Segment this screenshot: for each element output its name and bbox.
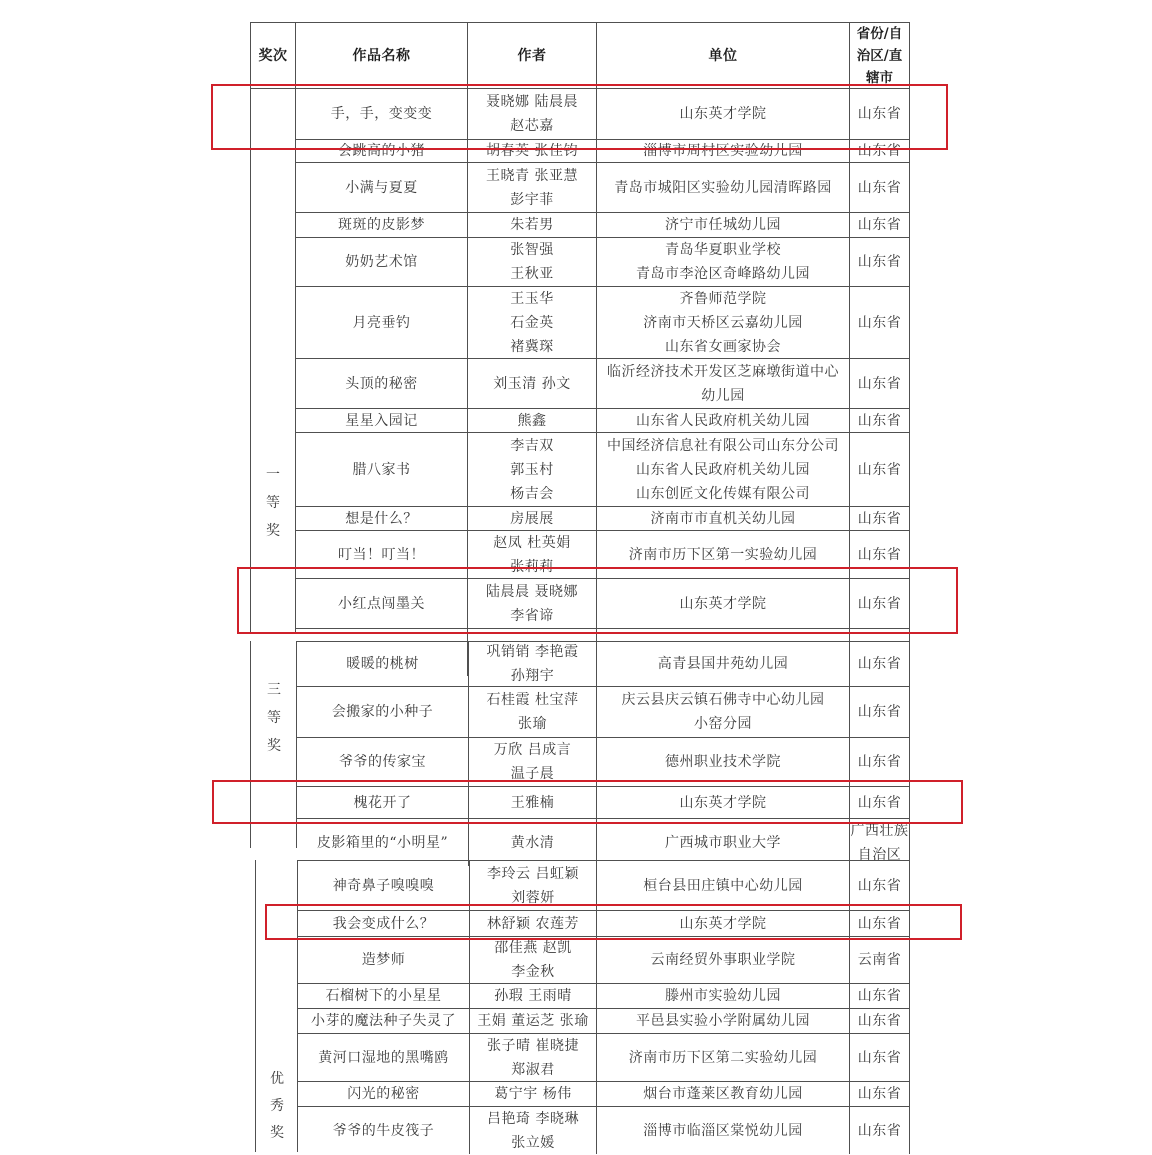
province-cell [850, 860, 910, 910]
organization-cell [597, 237, 850, 286]
organization-name: 山东创匠文化传媒有限公司 [636, 485, 810, 502]
organization-name: 平邑县实验小学附属幼儿园 [636, 1013, 810, 1029]
organization-name: 山东英才学院 [679, 794, 767, 811]
organization-cell [597, 358, 850, 408]
province-cell [850, 1106, 910, 1154]
authors-cell [468, 162, 597, 212]
table-row [250, 686, 910, 737]
organization-cell [597, 432, 850, 506]
header-award-cell [250, 22, 296, 88]
province-name: 山东省 [857, 915, 902, 932]
author-name: 林舒颖 农莲芳 [487, 915, 579, 932]
author-name: 郑淑君 [511, 1061, 555, 1078]
province-name: 山东省 [857, 754, 902, 770]
organization-name: 济南市历下区第二实验幼儿园 [628, 1049, 818, 1066]
authors-cell [468, 408, 597, 432]
author-name: 赵芯嘉 [510, 118, 554, 134]
author-name: 孙瑕 王雨晴 [494, 988, 572, 1004]
organization-name: 淄博市临淄区棠悦幼儿园 [643, 1122, 803, 1139]
authors-cell [470, 983, 597, 1008]
header-organization-cell [597, 22, 850, 88]
authors-cell [468, 432, 597, 506]
province-cell [850, 1008, 910, 1033]
organization-cell [597, 162, 850, 212]
author-name: 李吉双 [510, 437, 554, 454]
work-title: 叮当！叮当！ [338, 546, 425, 563]
organization-name: 山东英才学院 [679, 595, 767, 612]
work-title: 槐花开了 [353, 794, 412, 811]
award-label: 优秀奖 [270, 1071, 284, 1141]
province-cell [850, 237, 910, 286]
organization-cell [597, 1106, 850, 1154]
column-heading: 单位 [708, 47, 738, 64]
province-cell [850, 286, 910, 358]
author-name: 石金英 [510, 314, 554, 331]
column-heading: 作品名称 [352, 47, 411, 64]
author-name: 王晓青 张亚慧 [486, 167, 578, 184]
work-title-cell [297, 737, 469, 786]
province-name: 山东省 [857, 106, 902, 122]
award-label: 三等奖 [267, 682, 281, 754]
column-heading: 奖次 [258, 47, 288, 64]
authors-cell [469, 641, 597, 686]
province-name: 山东省 [857, 988, 902, 1004]
organization-cell [597, 983, 850, 1008]
organization-name: 滕州市实验幼儿园 [665, 988, 781, 1004]
organization-cell [597, 506, 850, 530]
author-name: 李金秋 [511, 964, 555, 980]
authors-cell [468, 506, 597, 530]
province-cell [850, 818, 910, 866]
author-name: 张立媛 [511, 1134, 555, 1151]
column-heading: 作者 [517, 47, 547, 64]
author-name: 郭玉村 [510, 461, 554, 478]
work-title: 我会变成什么？ [332, 915, 435, 932]
authors-cell [468, 286, 597, 358]
table-row [250, 432, 910, 506]
table-row [250, 286, 910, 358]
province-name: 山东省 [857, 461, 902, 478]
author-name: 朱若男 [510, 217, 554, 233]
column-heading: 辖市 [866, 69, 893, 86]
province-cell [850, 1033, 910, 1081]
work-title-cell [298, 936, 470, 983]
table-row [255, 936, 910, 983]
work-title: 斑斑的皮影梦 [338, 217, 425, 233]
province-name: 山东省 [857, 375, 902, 392]
authors-cell [468, 237, 597, 286]
author-name: 杨吉会 [510, 485, 554, 502]
author-name: 聂晓娜 陆晨晨 [486, 94, 578, 110]
work-title: 小满与夏夏 [345, 179, 418, 196]
organization-name: 云南经贸外事职业学院 [650, 952, 796, 968]
organization-name: 济宁市任城幼儿园 [665, 217, 781, 233]
author-name: 巩销销 李艳霞 [486, 644, 579, 660]
highlight-box [265, 904, 962, 940]
author-name: 赵凤 杜英娟 [493, 534, 571, 551]
work-title: 想是什么？ [345, 510, 418, 527]
organization-name: 济南市天桥区云嘉幼儿园 [643, 314, 803, 331]
table-row [255, 1106, 910, 1154]
table-row [250, 237, 910, 286]
province-name: 山东省 [857, 1086, 902, 1102]
author-name: 张瑜 [518, 716, 547, 732]
work-title-cell [298, 1081, 470, 1106]
authors-cell [470, 1033, 597, 1081]
organization-name: 济南市历下区第一实验幼儿园 [628, 546, 818, 563]
organization-name: 山东省人民政府机关幼儿园 [636, 412, 810, 429]
table-row [250, 408, 910, 432]
authors-cell [470, 936, 597, 983]
province-name: 山东省 [857, 143, 902, 159]
province-name: 广西壮族 [850, 822, 909, 839]
table-row [255, 1008, 910, 1033]
organization-cell [597, 286, 850, 358]
organization-name: 山东英才学院 [679, 106, 767, 122]
province-name: 山东省 [857, 254, 902, 270]
work-title: 腊八家书 [352, 461, 411, 478]
header-work-title-cell [296, 22, 468, 88]
highlight-box [237, 567, 958, 634]
work-title: 小芽的魔法种子失灵了 [311, 1013, 456, 1029]
work-title: 奶奶艺术馆 [345, 254, 418, 270]
organization-cell [597, 860, 850, 910]
organization-cell [597, 1081, 850, 1106]
organization-name: 广西城市职业大学 [665, 834, 781, 851]
organization-cell [597, 1033, 850, 1081]
table-row [250, 162, 910, 212]
organization-name: 桓台县田庄镇中心幼儿园 [643, 877, 803, 894]
authors-cell [468, 358, 597, 408]
table-row [255, 860, 910, 910]
province-name: 山东省 [857, 877, 902, 894]
province-name: 山东省 [857, 1013, 902, 1029]
table-row [250, 818, 910, 866]
author-name: 温子晨 [510, 766, 555, 782]
work-title: 黄河口湿地的黑嘴鸥 [318, 1049, 449, 1066]
organization-name: 庆云县庆云镇石佛寺中心幼儿园 [621, 692, 825, 708]
work-title-cell [298, 1008, 470, 1033]
author-name: 彭宇菲 [510, 191, 554, 208]
province-name: 山东省 [857, 704, 902, 720]
province-name: 山东省 [857, 794, 902, 811]
author-name: 吕艳琦 李晓琳 [487, 1110, 579, 1127]
author-name: 刘玉清 孙文 [493, 375, 571, 392]
table-row [255, 1081, 910, 1106]
province-cell [850, 506, 910, 530]
work-title-cell [296, 286, 468, 358]
province-name: 山东省 [857, 510, 902, 527]
author-name: 房展展 [510, 510, 554, 527]
work-title-cell [296, 162, 468, 212]
organization-name: 青岛市李沧区奇峰路幼儿园 [636, 266, 810, 282]
work-title: 闪光的秘密 [347, 1086, 420, 1102]
column-heading: 省份/自 [856, 25, 903, 42]
author-name: 万欣 吕成言 [493, 742, 572, 758]
organization-cell [597, 818, 850, 866]
province-name: 山东省 [857, 1122, 902, 1139]
province-cell [850, 358, 910, 408]
work-title-cell [296, 212, 468, 237]
organization-name: 济南市市直机关幼儿园 [650, 510, 796, 527]
table-row [250, 212, 910, 237]
work-title-cell [296, 432, 468, 506]
author-name: 张莉莉 [510, 558, 554, 575]
header-authors-cell [468, 22, 597, 88]
province-cell [850, 212, 910, 237]
author-name: 王玉华 [510, 290, 554, 307]
authors-cell [469, 737, 597, 786]
work-title: 小红点闯墨关 [338, 595, 425, 612]
author-name: 王秋亚 [510, 266, 554, 282]
award-label: 一等奖 [266, 467, 280, 539]
organization-cell [597, 936, 850, 983]
province-cell [850, 641, 910, 686]
table-row [250, 737, 910, 786]
work-title: 暖暖的桃树 [346, 656, 419, 672]
province-name: 山东省 [857, 217, 902, 233]
work-title: 神奇鼻子嗅嗅嗅 [332, 877, 435, 894]
author-name: 张子晴 崔晓捷 [487, 1037, 579, 1054]
work-title: 爷爷的牛皮筏子 [332, 1122, 435, 1139]
province-name: 山东省 [857, 595, 902, 612]
work-title: 月亮垂钓 [352, 314, 411, 331]
province-name: 自治区 [857, 846, 902, 863]
organization-name: 小窑分园 [694, 716, 752, 732]
province-name: 山东省 [857, 412, 902, 429]
table-row [250, 358, 910, 408]
table-row [250, 641, 910, 686]
table-row [255, 1033, 910, 1081]
authors-cell [470, 1008, 597, 1033]
province-name: 山东省 [857, 1049, 902, 1066]
organization-name: 幼儿园 [701, 387, 745, 404]
column-heading: 治区/直 [856, 47, 903, 64]
work-title-cell [298, 1106, 470, 1154]
province-cell [850, 936, 910, 983]
organization-cell [597, 641, 850, 686]
author-name: 王娟 董运芝 张瑜 [477, 1013, 589, 1029]
organization-cell [597, 212, 850, 237]
organization-name: 淄博市周村区实验幼儿园 [643, 143, 803, 159]
author-name: 张智强 [510, 242, 554, 258]
highlight-box [211, 84, 948, 150]
authors-cell [469, 686, 597, 737]
organization-cell [597, 686, 850, 737]
work-title: 爷爷的传家宝 [339, 754, 426, 770]
author-name: 陆晨晨 聂晓娜 [486, 583, 578, 600]
work-title-cell [296, 506, 468, 530]
author-name: 李省谛 [510, 607, 554, 624]
authors-cell [470, 860, 597, 910]
work-title-cell [297, 818, 469, 866]
province-cell [850, 408, 910, 432]
author-name: 石桂霞 杜宝萍 [486, 692, 579, 708]
province-cell [850, 983, 910, 1008]
work-title: 会搬家的小种子 [331, 704, 434, 720]
work-title-cell [296, 408, 468, 432]
organization-name: 临沂经济技术开发区芝麻墩街道中心 [607, 363, 839, 380]
province-name: 山东省 [857, 314, 902, 331]
author-name: 李玲云 吕虹颖 [487, 865, 579, 882]
work-title-cell [297, 686, 469, 737]
province-name: 山东省 [857, 179, 902, 196]
author-name: 王雅楠 [510, 794, 555, 811]
author-name: 葛宁宇 杨伟 [494, 1086, 572, 1102]
organization-cell [597, 408, 850, 432]
work-title: 石榴树下的小星星 [325, 988, 442, 1004]
province-cell [850, 686, 910, 737]
table-header [250, 22, 910, 88]
table-row [250, 506, 910, 530]
author-name: 熊鑫 [517, 412, 547, 429]
province-name: 山东省 [857, 546, 902, 563]
work-title-cell [296, 237, 468, 286]
organization-name: 青岛华夏职业学校 [665, 242, 781, 258]
author-name: 邵佳燕 赵凯 [494, 940, 572, 956]
organization-cell [597, 1008, 850, 1033]
organization-cell [597, 737, 850, 786]
organization-name: 山东省人民政府机关幼儿园 [636, 461, 810, 478]
work-title: 头顶的秘密 [345, 375, 418, 392]
work-title: 皮影箱里的“小明星” [316, 834, 449, 851]
authors-cell [470, 1106, 597, 1154]
author-name: 胡春英 张佳钧 [486, 143, 578, 159]
organization-name: 德州职业技术学院 [665, 754, 781, 770]
province-cell [850, 1081, 910, 1106]
organization-name: 齐鲁师范学院 [679, 290, 767, 307]
work-title: 手，手，变变变 [330, 106, 433, 122]
organization-name: 高青县国井苑幼儿园 [657, 656, 789, 672]
work-title-cell [297, 641, 469, 686]
province-cell [850, 432, 910, 506]
author-name: 褚冀琛 [510, 338, 554, 355]
organization-name: 青岛市城阳区实验幼儿园清晖路园 [614, 179, 832, 196]
province-name: 云南省 [857, 952, 902, 968]
authors-cell [470, 1081, 597, 1106]
work-title-cell [298, 860, 470, 910]
organization-name: 山东英才学院 [679, 915, 767, 932]
authors-cell [468, 212, 597, 237]
province-cell [850, 737, 910, 786]
organization-name: 山东省女画家协会 [665, 338, 781, 355]
author-name: 黄水清 [510, 834, 555, 851]
author-name: 孙翔宇 [510, 668, 555, 684]
organization-name: 烟台市蓬莱区教育幼儿园 [643, 1086, 803, 1102]
work-title-cell [296, 358, 468, 408]
authors-cell [469, 818, 597, 866]
work-title: 会跳高的小猪 [338, 143, 425, 159]
highlight-box [212, 780, 963, 824]
work-title: 星星入园记 [345, 412, 418, 429]
header-province-cell [850, 22, 910, 88]
author-name: 刘蓉妍 [511, 889, 555, 906]
table-row [255, 983, 910, 1008]
work-title-cell [298, 983, 470, 1008]
organization-name: 中国经济信息社有限公司山东分公司 [607, 437, 839, 454]
province-name: 山东省 [857, 656, 902, 672]
work-title: 造梦师 [361, 952, 406, 968]
work-title-cell [298, 1033, 470, 1081]
province-cell [850, 162, 910, 212]
